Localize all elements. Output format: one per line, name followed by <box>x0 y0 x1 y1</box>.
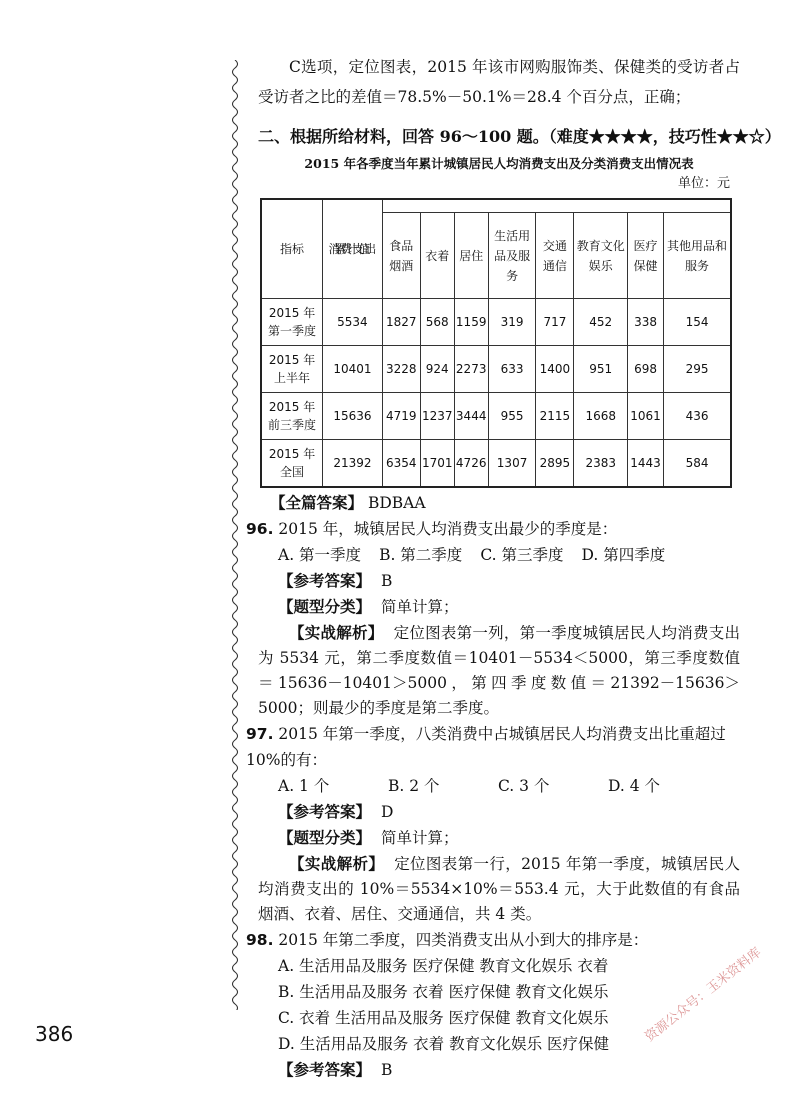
row-label: 2015 年第一季度 <box>261 299 323 346</box>
q96-option-d: D. 第四季度 <box>581 546 666 564</box>
question-97-options <box>278 773 740 799</box>
intro-paragraph: C选项，定位图表，2015 年该市网购服饰类、保健类的受访者占受访者之比的差值＝78.5%－50.1%＝28.4 个百分点，正确； <box>258 58 740 106</box>
q97-option-d: D. 4 个 <box>608 777 661 795</box>
table-cell: 1061 <box>628 393 664 440</box>
q96-option-c: C. 第三季度 <box>480 546 564 564</box>
q98-answer-label: 【参考答案】 <box>278 1060 372 1079</box>
table-cell: 10401 <box>323 346 383 393</box>
q97-type-label: 【题型分类】 <box>278 828 372 847</box>
table-row <box>261 346 731 393</box>
q96-answer <box>278 568 740 594</box>
row-label: 2015 年全国 <box>261 440 323 488</box>
table-row <box>261 440 731 488</box>
q97-type-value: 简单计算； <box>381 829 459 847</box>
table-cell: 1237 <box>420 393 454 440</box>
q97-option-c: C. 3 个 <box>498 777 550 795</box>
table-cell: 1159 <box>454 299 488 346</box>
header-medical: 医疗保健 <box>628 213 664 299</box>
table-cell: 2895 <box>536 440 574 488</box>
question-96-number: 96. <box>246 520 274 538</box>
table-cell: 319 <box>488 299 536 346</box>
data-table <box>260 198 732 488</box>
question-98 <box>246 927 740 953</box>
table-cell: 698 <box>628 346 664 393</box>
table-header-top-row <box>261 199 731 213</box>
header-clothing: 衣着 <box>420 213 454 299</box>
question-96-stem: 2015 年，城镇居民人均消费支出最少的季度是： <box>278 520 618 538</box>
full-answer-value: BDBAA <box>367 494 426 512</box>
q97-analysis-text: 定位图表第一行，2015 年第一季度，城镇居民人均消费支出的 10%＝5534×10%＝553.4 元，大于此数值的有食品烟酒、衣着、居住、交通通信，共 4 类。 <box>258 855 740 923</box>
table-cell: 1307 <box>488 440 536 488</box>
content-column <box>246 52 781 1083</box>
q96-type-label: 【题型分类】 <box>278 597 372 616</box>
row-label: 2015 年上半年 <box>261 346 323 393</box>
header-other: 其他用品和服务 <box>664 213 731 299</box>
q97-analysis <box>258 851 740 927</box>
table-cell: 21392 <box>323 440 383 488</box>
q97-type <box>278 825 740 851</box>
full-answer-label: 【全篇答案】 <box>270 493 364 512</box>
table-cell: 338 <box>628 299 664 346</box>
full-answer-line <box>270 490 740 516</box>
table-cell: 717 <box>536 299 574 346</box>
table-row <box>261 393 731 440</box>
table-cell: 951 <box>574 346 628 393</box>
header-total: 消费支出累计值 <box>323 199 383 299</box>
q96-option-a: A. 第一季度 <box>278 546 362 564</box>
table-cell: 5534 <box>323 299 383 346</box>
q96-analysis-label: 【实战解析】 <box>289 623 384 642</box>
question-97-number: 97. <box>246 725 274 743</box>
q97-option-a: A. 1 个 <box>278 777 330 795</box>
q96-type <box>278 594 740 620</box>
question-96-options <box>278 542 740 568</box>
table-cell: 1443 <box>628 440 664 488</box>
wavy-margin-line <box>228 60 242 1010</box>
question-97-stem: 2015 年第一季度，八类消费中占城镇居民人均消费支出比重超过 10%的有： <box>246 725 726 769</box>
q97-option-b: B. 2 个 <box>388 777 440 795</box>
table-cell: 3444 <box>454 393 488 440</box>
q96-answer-value: B <box>381 572 393 590</box>
section-heading: 二、根据所给材料，回答 96～100 题。（难度★★★★，技巧性★★☆） <box>258 127 781 146</box>
table-cell: 436 <box>664 393 731 440</box>
table-cell: 3228 <box>382 346 420 393</box>
page-number: 386 <box>35 1022 74 1046</box>
table-cell: 2115 <box>536 393 574 440</box>
table-unit: 单位：元 <box>677 176 730 191</box>
row-label: 2015 年前三季度 <box>261 393 323 440</box>
q97-answer-label: 【参考答案】 <box>278 802 372 821</box>
table-row <box>261 299 731 346</box>
table-cell: 568 <box>420 299 454 346</box>
q98-option-b: B. 生活用品及服务 衣着 医疗保健 教育文化娱乐 <box>278 983 609 1001</box>
q96-type-value: 简单计算； <box>381 598 459 616</box>
header-household: 生活用品及服务 <box>488 213 536 299</box>
table-cell: 4719 <box>382 393 420 440</box>
question-97 <box>246 721 740 773</box>
q96-analysis-text: 定位图表第一列，第一季度城镇居民人均消费支出为 5534 元，第二季度数值＝10401－5534＜5000，第三季度数值＝15636－10401＞5000，第四季度数值＝21392－15636＞5000；则最少的季度是第二季度。 <box>258 624 740 717</box>
q98-answer-value: B <box>381 1061 393 1079</box>
table-cell: 2273 <box>454 346 488 393</box>
header-span-cell <box>382 199 731 213</box>
q98-option-c: C. 衣着 生活用品及服务 医疗保健 教育文化娱乐 <box>278 1009 609 1027</box>
question-98-stem: 2015 年第二季度，四类消费支出从小到大的排序是： <box>278 931 649 949</box>
q97-answer <box>278 799 740 825</box>
q97-answer-value: D <box>381 803 394 821</box>
header-transport: 交通通信 <box>536 213 574 299</box>
table-cell: 924 <box>420 346 454 393</box>
q98-option-a: A. 生活用品及服务 医疗保健 教育文化娱乐 衣着 <box>278 957 609 975</box>
q96-analysis <box>258 620 740 721</box>
table-cell: 1668 <box>574 393 628 440</box>
table-cell: 1400 <box>536 346 574 393</box>
q98-option-d: D. 生活用品及服务 衣着 教育文化娱乐 医疗保健 <box>278 1035 610 1053</box>
header-housing: 居住 <box>454 213 488 299</box>
table-cell: 4726 <box>454 440 488 488</box>
table-cell: 15636 <box>323 393 383 440</box>
question-98-number: 98. <box>246 931 274 949</box>
table-cell: 955 <box>488 393 536 440</box>
table-cell: 452 <box>574 299 628 346</box>
q97-analysis-label: 【实战解析】 <box>289 854 385 873</box>
q96-answer-label: 【参考答案】 <box>278 571 372 590</box>
table-cell: 1701 <box>420 440 454 488</box>
q96-option-b: B. 第二季度 <box>379 546 463 564</box>
table-body <box>261 299 731 488</box>
q98-answer <box>278 1057 740 1083</box>
table-cell: 6354 <box>382 440 420 488</box>
watermark-text: 资源公众号：玉米资料库 <box>642 945 765 1045</box>
header-indicator: 指标 <box>261 199 323 299</box>
table-cell: 1827 <box>382 299 420 346</box>
header-education: 教育文化娱乐 <box>574 213 628 299</box>
table-title: 2015 年各季度当年累计城镇居民人均消费支出及分类消费支出情况表 <box>304 156 694 171</box>
header-food: 食品烟酒 <box>382 213 420 299</box>
table-cell: 633 <box>488 346 536 393</box>
table-cell: 2383 <box>574 440 628 488</box>
question-96 <box>246 516 740 542</box>
table-cell: 154 <box>664 299 731 346</box>
table-cell: 295 <box>664 346 731 393</box>
table-cell: 584 <box>664 440 731 488</box>
